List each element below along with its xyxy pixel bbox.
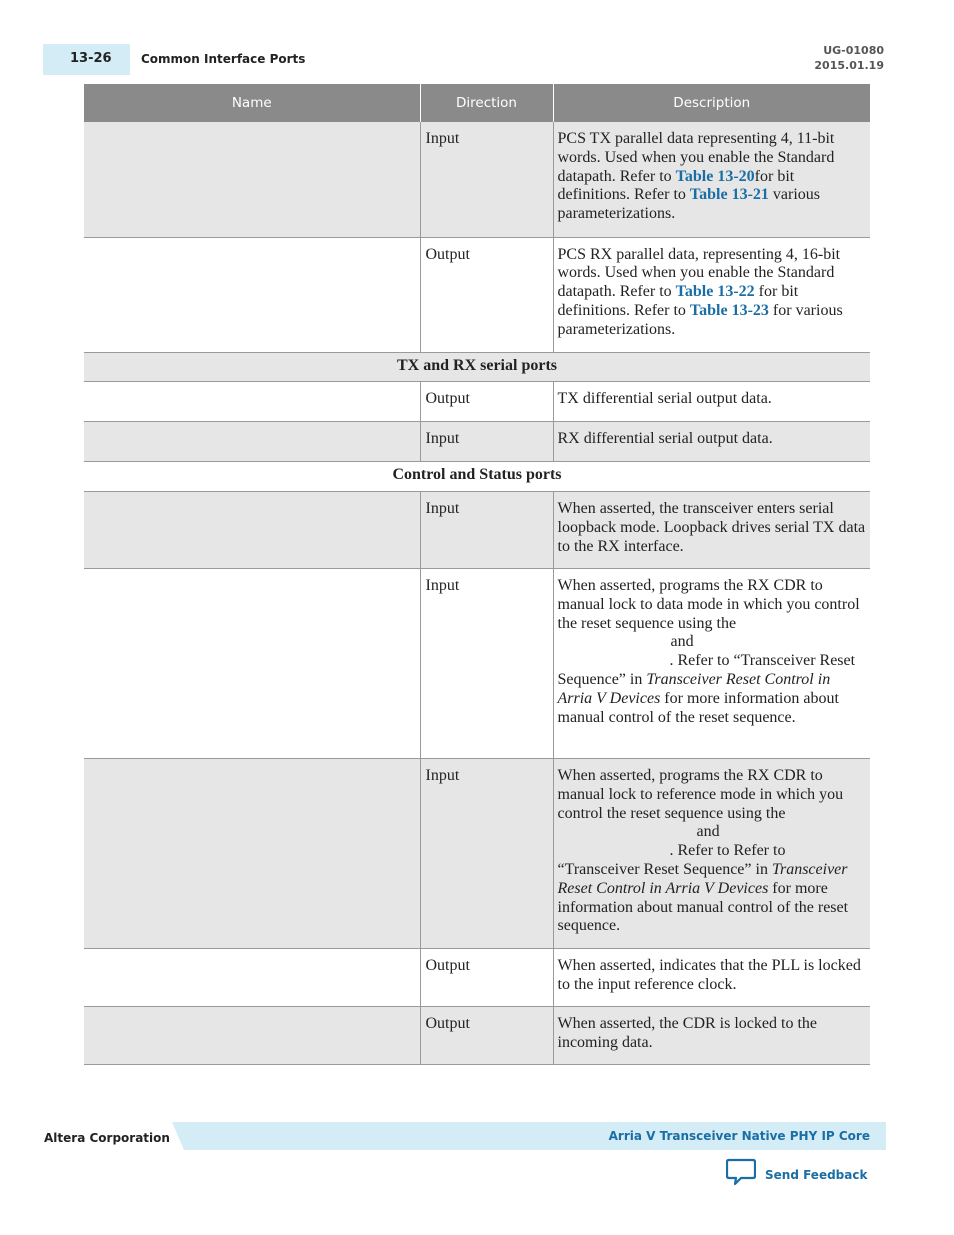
description-cell: When asserted, programs the RX CDR to manual lock to reference mode in which you control the reset sequence using the and . Refer to Refer to “Transceiver Reset Sequence” in Transceiver Reset Control in Arria V Devices for more information about manual control of the reset sequence. (553, 759, 870, 949)
table-link[interactable]: Table 13-20 (675, 167, 755, 185)
column-header-name: Name (84, 84, 420, 122)
page-number: 13-26 (70, 51, 112, 66)
description-cell: TX differential serial output data. (553, 382, 870, 422)
port-name-cell (84, 949, 420, 1007)
port-name-cell (84, 237, 420, 352)
table-row (84, 759, 870, 949)
speech-bubble-icon (726, 1158, 756, 1191)
port-name-cell (84, 122, 420, 237)
table-row (84, 569, 870, 759)
port-name-cell (84, 569, 420, 759)
description-cell: When asserted, the transceiver enters serial loopback mode. Loopback drives serial TX data to the RX interface. (553, 492, 870, 569)
section-row (84, 352, 870, 382)
port-name-cell (84, 382, 420, 422)
ports-table (84, 84, 870, 1065)
table-row (84, 492, 870, 569)
send-feedback-label: Send Feedback (765, 1167, 868, 1182)
table-row (84, 949, 870, 1007)
table-link[interactable]: Table 13-21 (689, 186, 769, 204)
port-name-cell (84, 492, 420, 569)
company-name: Altera Corporation (44, 1131, 170, 1145)
send-feedback-button[interactable] (726, 1158, 867, 1191)
table-row (84, 122, 870, 237)
column-header-direction: Direction (420, 84, 553, 122)
section-row (84, 462, 870, 492)
table-link[interactable]: Table 13-22 (675, 283, 755, 301)
description-cell: When asserted, indicates that the PLL is locked to the input reference clock. (553, 949, 870, 1007)
document-title-link[interactable]: Arria V Transceiver Native PHY IP Core (608, 1129, 870, 1143)
direction-cell: Output (420, 237, 553, 352)
direction-cell: Input (420, 422, 553, 462)
description-cell: PCS RX parallel data, representing 4, 16-bit words. Used when you enable the Standard datapath. Refer to Table 13-22 for bit definitions. Refer to Table 13-23 for various parameterizations. (553, 237, 870, 352)
direction-cell: Output (420, 949, 553, 1007)
direction-cell: Input (420, 122, 553, 237)
doc-id: UG-01080 (823, 44, 884, 57)
port-name-cell (84, 422, 420, 462)
table-row (84, 422, 870, 462)
table-header-row (84, 84, 870, 122)
port-name-cell (84, 1007, 420, 1065)
table-row (84, 237, 870, 352)
doc-date: 2015.01.19 (814, 59, 884, 72)
direction-cell: Output (420, 1007, 553, 1065)
direction-cell: Output (420, 382, 553, 422)
direction-cell: Input (420, 492, 553, 569)
section-title: Common Interface Ports (141, 52, 306, 66)
description-cell: When asserted, programs the RX CDR to manual lock to data mode in which you control the reset sequence using the and . Refer to “Transceiver Reset Sequence” in Transceiver Reset Control in Arria V Devices for more information about manual control of the reset sequence. (553, 569, 870, 759)
port-name-cell (84, 759, 420, 949)
doc-id-block (814, 43, 884, 73)
section-title-serial: TX and RX serial ports (84, 352, 870, 382)
column-header-description: Description (553, 84, 870, 122)
section-title-control: Control and Status ports (84, 462, 870, 492)
direction-cell: Input (420, 759, 553, 949)
description-cell: PCS TX parallel data representing 4, 11-bit words. Used when you enable the Standard datapath. Refer to Table 13-20for bit definitions. Refer to Table 13-21 various parameterizations. (553, 122, 870, 237)
description-cell: RX differential serial output data. (553, 422, 870, 462)
description-cell: When asserted, the CDR is locked to the incoming data. (553, 1007, 870, 1065)
table-row (84, 1007, 870, 1065)
table-link[interactable]: Table 13-23 (689, 301, 769, 319)
table-row (84, 382, 870, 422)
direction-cell: Input (420, 569, 553, 759)
